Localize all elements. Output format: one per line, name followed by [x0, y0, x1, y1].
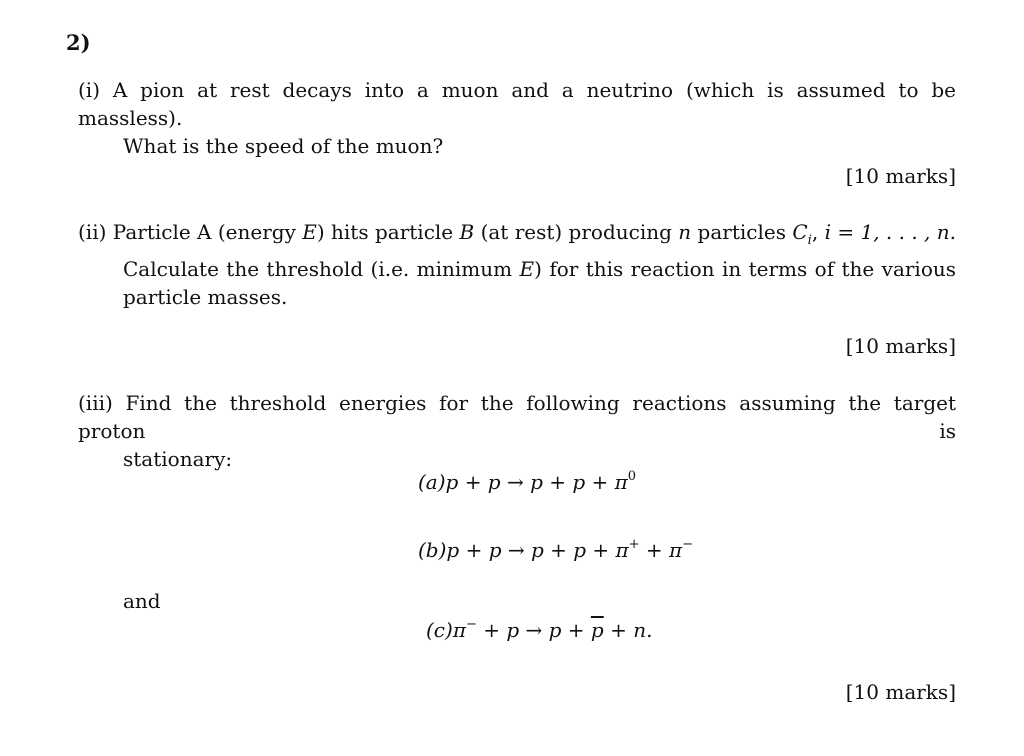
particle-c-symbol: C [792, 220, 808, 244]
part-iii-text-1: Find the threshold energies for the following reactions assuming the target proton is [78, 391, 956, 443]
part-i-text-1: A pion at rest decays into a muon and a neutrino (which is assumed to be massless). [78, 78, 956, 130]
antiproton-symbol: $\overline{p}$ [590, 618, 604, 642]
part-iii-line-1 [78, 389, 956, 445]
equation-a-body: p + p → p + p + π [445, 470, 628, 494]
equation-c [426, 616, 652, 644]
part-ii-text-1b: ) hits particle [316, 220, 460, 244]
part-ii-comma: , [811, 220, 825, 244]
equation-a-label: (a) [418, 470, 446, 494]
part-iii-label: (iii) [78, 391, 113, 415]
part-ii-text-2a: Calculate the threshold (i.e. minimum [123, 257, 520, 281]
part-iii-line-2: stationary: [123, 447, 233, 471]
part-ii-line-1 [78, 218, 956, 255]
part-ii-line-3: particle masses. [123, 285, 288, 309]
part-i [78, 76, 956, 160]
particle-c-subscript: i [807, 233, 812, 248]
part-i-marks: [10 marks] [845, 164, 956, 188]
question-number: 2) [66, 30, 91, 55]
equation-b-label: (b) [418, 538, 447, 562]
equation-b-superscript-2: − [682, 537, 694, 552]
equation-a [418, 468, 636, 496]
part-iii-marks: [10 marks] [845, 680, 956, 704]
equation-a-superscript: 0 [627, 469, 637, 484]
part-ii-text-1a: Particle A (energy [112, 220, 303, 244]
n-symbol: n [678, 220, 692, 244]
equation-c-superscript: − [465, 617, 477, 632]
equation-b-body-2: + π [639, 538, 683, 562]
part-ii-marks: [10 marks] [845, 334, 956, 358]
energy-symbol: E [302, 220, 317, 244]
part-i-line-2: What is the speed of the muon? [123, 134, 444, 158]
part-ii-label: (ii) [78, 220, 107, 244]
equation-c-body-2: + p → p + [476, 618, 591, 642]
part-ii [78, 218, 956, 311]
equation-c-body-1: π [452, 618, 466, 642]
part-iii [78, 389, 956, 473]
equation-b-body-1: p + p → p + p + π [446, 538, 629, 562]
energy-symbol-2: E [519, 257, 535, 281]
part-ii-text-2b: ) for this reaction in terms of the various [534, 257, 957, 281]
part-ii-text-1c: (at rest) producing [474, 220, 679, 244]
part-i-label: (i) [78, 78, 101, 102]
part-ii-line-2 [78, 255, 956, 283]
part-ii-text-1d: particles [691, 220, 793, 244]
part-i-line-1 [78, 76, 956, 132]
equation-c-body-3: + n. [603, 618, 653, 642]
particle-b-symbol: B [459, 220, 475, 244]
equation-c-label: (c) [426, 618, 453, 642]
equation-b-superscript-1: + [628, 537, 640, 552]
equation-b [418, 536, 693, 564]
and-word: and [123, 589, 161, 613]
index-range: i = 1, . . . , n. [824, 220, 957, 244]
